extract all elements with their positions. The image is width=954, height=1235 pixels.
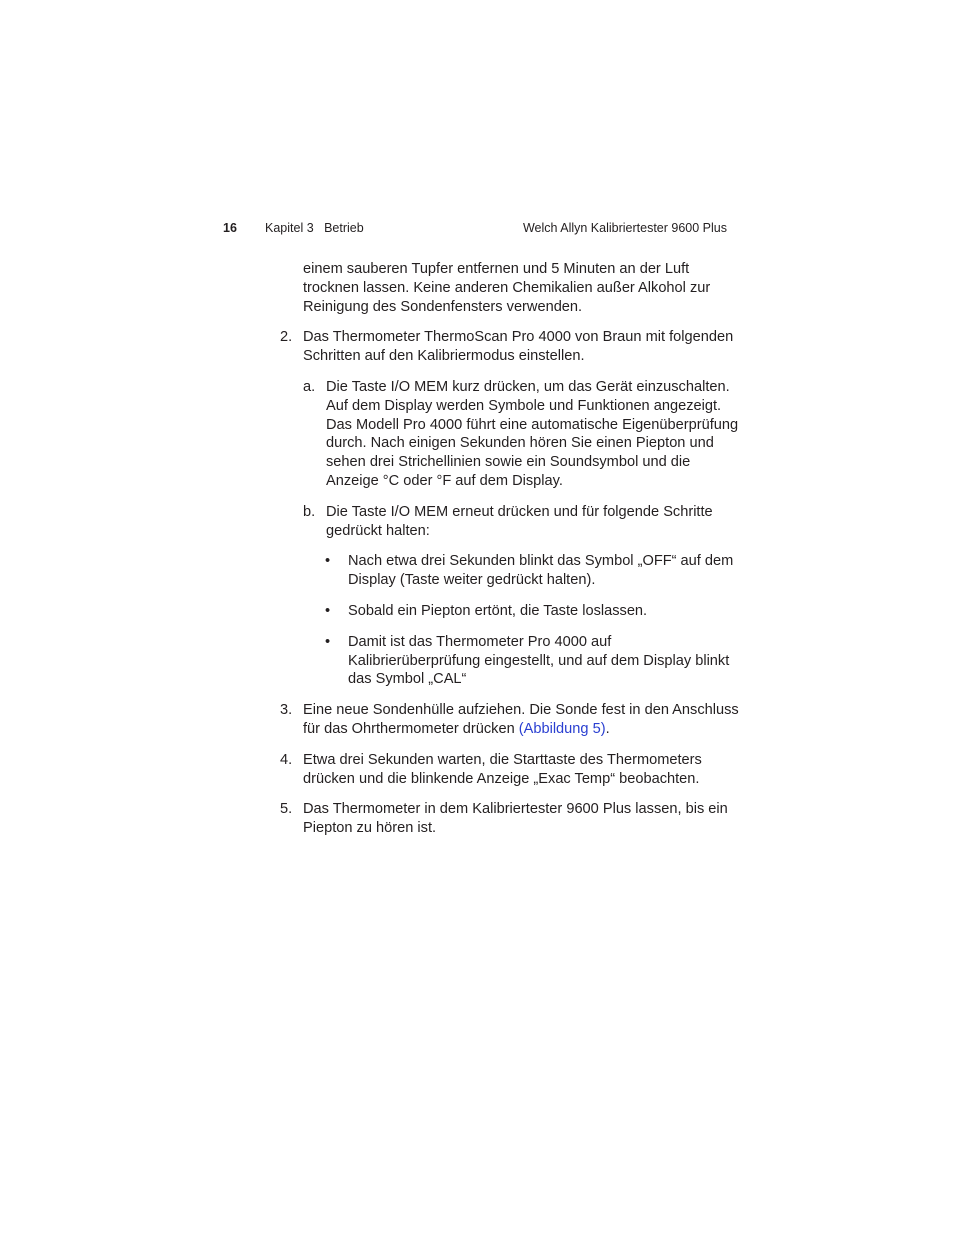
bullet-symbol: •: [325, 633, 331, 650]
document-title: Welch Allyn Kalibriertester 9600 Plus: [522, 221, 727, 235]
step-number: 5.: [280, 801, 293, 818]
step-text: [303, 701, 740, 739]
step-text-body: Eine neue Sondenhülle aufziehen. Die Sonde fest in den Anschluss für das Ohrthermometer drücken: [303, 702, 739, 737]
step-2: [280, 328, 740, 366]
step-3: [280, 701, 740, 739]
page-number: 16: [223, 221, 237, 235]
continuation-paragraph: einem sauberen Tupfer entfernen und 5 Minuten an der Luft trocknen lassen. Keine anderen Chemikalien außer Alkohol zur Reinigung des Sondenfensters verwenden.: [303, 261, 711, 315]
substep-text: Die Taste I/O MEM erneut drücken und für folgende Schritte gedrückt halten:: [326, 503, 713, 539]
step-text: Etwa drei Sekunden warten, die Starttaste des Thermometers drücken und die blinkende Anzeige „Exac Temp“ beobachten.: [303, 751, 702, 787]
substep-letter: a.: [303, 378, 316, 395]
bullet-symbol: •: [325, 553, 331, 570]
step-5: [280, 800, 740, 838]
step-text: Das Thermometer in dem Kalibriertester 9600 Plus lassen, bis ein Piepton zu hören ist.: [303, 801, 728, 837]
step-text-end: .: [605, 720, 610, 737]
step-4: [280, 751, 740, 789]
bullet-item: [325, 552, 740, 590]
bullet-text: Sobald ein Piepton ertönt, die Taste loslassen.: [348, 602, 648, 619]
bullet-item: [325, 602, 740, 621]
bullet-item: [325, 633, 740, 689]
step-number: 4.: [280, 751, 293, 768]
figure-link[interactable]: (Abbildung 5): [518, 720, 606, 737]
body-content: [280, 260, 740, 838]
step-text: Das Thermometer ThermoScan Pro 4000 von Braun mit folgenden Schritten auf den Kalibriermodus einstellen.: [303, 329, 734, 365]
substep-text: Die Taste I/O MEM kurz drücken, um das Gerät einzuschalten. Auf dem Display werden Symbole und Funktionen angezeigt. Das Modell Pro 4000 führt eine automatische Eigenüberprüfung durch. Nach einigen Sekunden hören Sie einen Piepton und sehen drei Strichellinien sowie ein Soundsymbol und die Anzeige °C oder °F auf dem Display.: [326, 378, 739, 489]
running-header: [223, 221, 727, 235]
substep-letter: b.: [303, 503, 316, 520]
bullet-text: Damit ist das Thermometer Pro 4000 auf Kalibrierüberprüfung eingestellt, und auf dem Display blinkt das Symbol „CAL“: [348, 633, 730, 688]
step-number: 2.: [280, 329, 293, 346]
bullet-text: Nach etwa drei Sekunden blinkt das Symbol „OFF“ auf dem Display (Taste weiter gedrückt halten).: [348, 553, 734, 589]
substep-a: [303, 378, 740, 491]
substep-b: [303, 503, 740, 541]
step-number: 3.: [280, 702, 293, 719]
bullet-symbol: •: [325, 602, 331, 619]
chapter-title: Kapitel 3 Betrieb: [265, 221, 364, 235]
